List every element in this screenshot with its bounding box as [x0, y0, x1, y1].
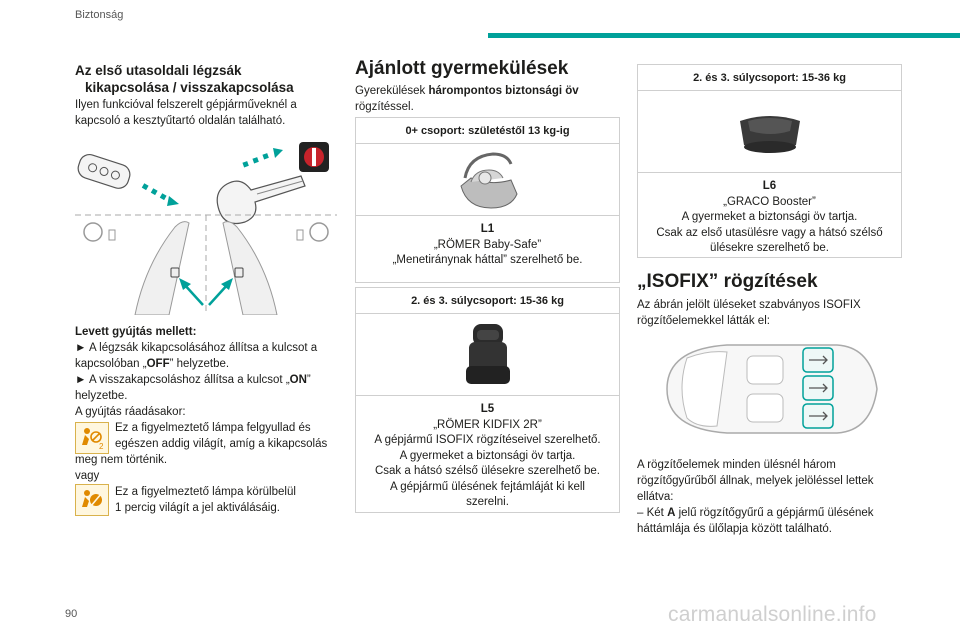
airbag-intro-line1: Ilyen funkcióval felszerelt gépjárműveknél a: [75, 99, 297, 111]
seat-line: ülésekre szerelhető be.: [710, 242, 829, 254]
airbag-title-line1: Az első utasoldali légzsák: [75, 63, 242, 78]
seat-box-l5: [355, 287, 620, 513]
page-number: 90: [65, 608, 78, 620]
recommended-intro-line2: rögzítéssel.: [355, 101, 414, 113]
seat-line: szerelni.: [466, 496, 509, 508]
baby-carrier-seat-image: [356, 144, 619, 216]
airbag-key-switch-illustration: [75, 140, 337, 315]
seat-line: „GRACO Booster”: [723, 195, 816, 208]
isofix-intro-line2: rögzítőelemekkel látták el:: [637, 315, 770, 327]
step2-line1: ► A visszakapcsoláshoz állítsa a kulcsot „ON”: [75, 374, 311, 386]
svg-text:2: 2: [99, 442, 104, 450]
isofix-desc-line1: A rögzítőelemek minden ülésnél három: [637, 459, 836, 471]
airbag-title-line2: kikapcsolása / visszakapcsolása: [85, 80, 294, 95]
airbag-on-warning-icon: [75, 484, 109, 516]
seat-line: A gépjármű ülésének fejtámláját ki kell: [390, 480, 585, 493]
isofix-item-line1: – Két A jelű rögzítőgyűrű a gépjármű ülésének: [637, 507, 874, 519]
seat-line: „RÖMER KIDFIX 2R”: [433, 418, 542, 431]
ignition-off-heading: Levett gyújtás mellett:: [75, 326, 197, 338]
watermark: carmanualsonline.info: [668, 603, 877, 626]
warn1-line1: Ez a figyelmeztető lámpa felgyullad és: [115, 422, 311, 434]
seat-line: „Menetiránynak háttal” szerelhető be.: [392, 254, 583, 266]
car-top-view-isofix-seats-illustration: [647, 338, 883, 440]
seat-code: L5: [480, 403, 495, 415]
seat-box-l6: [637, 64, 902, 258]
box-header: 2. és 3. súlycsoport: 15-36 kg: [638, 65, 901, 91]
or-text: vagy: [75, 470, 100, 482]
booster-cushion-image: [638, 91, 901, 173]
airbag-intro-line2: kapcsoló a kesztyűtartó oldalán található.: [75, 115, 286, 127]
isofix-desc-line2: rögzítőgyűrűből állnak, melyek jelöléssel lettek: [637, 475, 874, 487]
recommended-seats-title: Ajánlott gyermekülések: [355, 58, 569, 79]
section-title: Biztonság: [75, 9, 124, 21]
seat-line: Csak az első utasülésre vagy a hátsó szélső: [656, 226, 883, 239]
seat-line: A gyermeket a biztonsági öv tartja.: [681, 211, 858, 223]
isofix-desc-line3: ellátva:: [637, 491, 674, 503]
isofix-item-line2: háttámlája és ülőlapja között található.: [637, 523, 832, 535]
box-header: 2. és 3. súlycsoport: 15-36 kg: [356, 288, 619, 314]
seat-line: „RÖMER Baby-Safe”: [433, 238, 542, 251]
seat-code: L6: [762, 180, 777, 192]
step1-line2: kapcsolóban „OFF” helyzetbe.: [75, 358, 230, 370]
isofix-title: „ISOFIX” rögzítések: [637, 271, 818, 292]
header-accent-bar: [488, 33, 960, 38]
step2-line2: helyzetbe.: [75, 390, 128, 402]
box-header: 0+ csoport: születéstől 13 kg-ig: [356, 118, 619, 144]
step1-line1: ► A légzsák kikapcsolásához állítsa a kulcsot a: [75, 342, 318, 354]
seat-line: Csak a hátsó szélső ülésekre szerelhető be.: [374, 465, 600, 477]
warn1-line3: meg nem történik.: [75, 454, 168, 466]
ignition-on-text: A gyújtás ráadásakor:: [75, 406, 186, 418]
seat-line: A gépjármű ISOFIX rögzítéseivel szerelhető.: [374, 434, 601, 446]
warn2-line2: 1 percig világít a jel aktiválásáig.: [115, 502, 280, 514]
seat-code: L1: [480, 223, 495, 235]
airbag-off-warning-icon: [75, 422, 109, 454]
isofix-intro-line1: Az ábrán jelölt üléseket szabványos ISOFIX: [637, 299, 861, 311]
recommended-intro-line1: Gyerekülések hárompontos biztonsági öv: [355, 85, 579, 97]
seat-line: A gyermeket a biztonsági öv tartja.: [399, 449, 576, 462]
seat-box-l1: [355, 117, 620, 283]
kidfix-booster-seat-image: [356, 314, 619, 396]
warn1-line2: egészen addig világít, amíg a kikapcsolás: [115, 438, 328, 450]
warn2-line1: Ez a figyelmeztető lámpa körülbelül: [115, 486, 296, 498]
